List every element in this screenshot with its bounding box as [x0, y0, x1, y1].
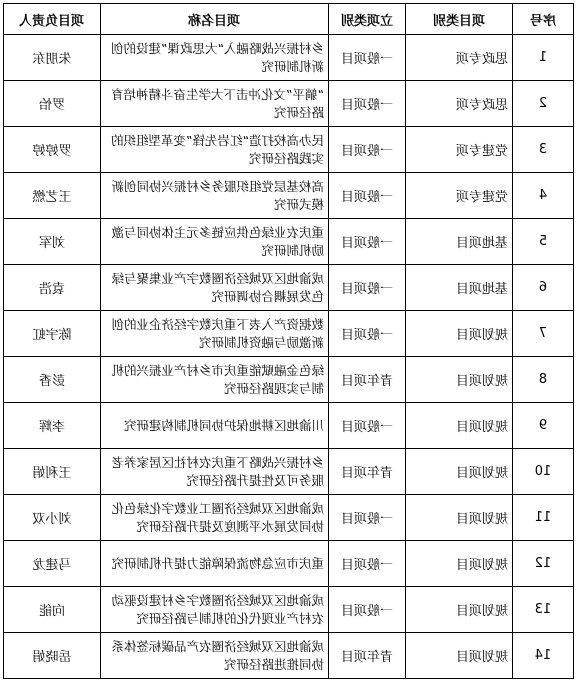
- cell-serial-no-text: 13: [534, 602, 552, 617]
- table-row: [4, 81, 574, 127]
- cell-serial-no-text: 4: [538, 188, 548, 203]
- cell-project-type-text: 一般项目: [341, 558, 394, 573]
- cell-project-type: [329, 587, 406, 633]
- project-table-container: [3, 3, 573, 681]
- cell-serial-no: [513, 173, 574, 219]
- cell-project-type: [329, 403, 406, 449]
- cell-leader: [4, 219, 101, 265]
- cell-project-category-text: 党建专项: [455, 144, 508, 159]
- cell-leader: [4, 127, 101, 173]
- cell-project-category-text: 基地项目: [455, 236, 508, 251]
- cell-project-name-text: 重庆农业绿色供应链多元主体协同与激励机制研究: [111, 224, 324, 258]
- header-category: 项目类别: [406, 4, 513, 35]
- cell-project-type: [329, 173, 406, 219]
- cell-project-name: [101, 35, 329, 81]
- table-row: [4, 633, 574, 679]
- cell-serial-no-text: 1: [538, 50, 548, 65]
- cell-project-name: [101, 541, 329, 587]
- cell-serial-no: [513, 127, 574, 173]
- cell-project-category: [406, 311, 513, 357]
- cell-serial-no-text: 14: [534, 648, 552, 663]
- cell-project-type-text: 青年项目: [341, 466, 394, 481]
- cell-project-category-text: 规划项目: [455, 512, 508, 527]
- header-name: 项目名称: [101, 4, 329, 35]
- cell-serial-no: [513, 495, 574, 541]
- cell-leader: [4, 357, 101, 403]
- cell-project-category-text: 思政专项: [455, 98, 508, 113]
- cell-project-category: [406, 587, 513, 633]
- cell-leader: [4, 403, 101, 449]
- cell-project-name-text: 绿色金融赋能重庆市乡村产业振兴的机制与实现路径研究: [111, 362, 324, 396]
- cell-leader: [4, 541, 101, 587]
- cell-project-name: [101, 127, 329, 173]
- cell-project-category: [406, 541, 513, 587]
- cell-leader: [4, 265, 101, 311]
- table-row: [4, 265, 574, 311]
- cell-project-type: [329, 357, 406, 403]
- cell-project-name: [101, 357, 329, 403]
- table-row: [4, 403, 574, 449]
- cell-leader-text: 彭香: [39, 374, 66, 389]
- cell-serial-no: [513, 541, 574, 587]
- cell-project-category: [406, 495, 513, 541]
- table-row: [4, 173, 574, 219]
- cell-serial-no-text: 11: [534, 510, 552, 525]
- table-header-row: [4, 4, 574, 35]
- table-row: [4, 127, 574, 173]
- cell-serial-no-text: 9: [538, 418, 548, 433]
- cell-project-category: [406, 81, 513, 127]
- cell-project-category-text: 规划项目: [455, 558, 508, 573]
- table-row: [4, 357, 574, 403]
- cell-leader: [4, 35, 101, 81]
- cell-project-name-text: 重庆市应急物流保障能力提升机制研究: [111, 555, 324, 571]
- cell-serial-no: [513, 311, 574, 357]
- cell-leader-text: 王艺燃: [32, 190, 72, 205]
- cell-project-category: [406, 219, 513, 265]
- cell-leader-text: 王利娟: [32, 466, 72, 481]
- cell-leader: [4, 633, 101, 679]
- header-type: 立项类别: [329, 4, 406, 35]
- cell-project-category-text: 思政专项: [455, 52, 508, 67]
- cell-project-category: [406, 403, 513, 449]
- cell-serial-no: [513, 81, 574, 127]
- cell-project-type-text: 一般项目: [341, 98, 394, 113]
- table-row: [4, 219, 574, 265]
- cell-project-name: [101, 81, 329, 127]
- cell-project-category: [406, 449, 513, 495]
- cell-leader: [4, 587, 101, 633]
- cell-leader: [4, 81, 101, 127]
- cell-leader: [4, 495, 101, 541]
- cell-project-name: [101, 219, 329, 265]
- cell-project-type-text: 一般项目: [341, 604, 394, 619]
- cell-project-category-text: 规划项目: [455, 374, 508, 389]
- cell-project-category: [406, 265, 513, 311]
- cell-serial-no: [513, 219, 574, 265]
- cell-project-name-text: 高校基层党组织服务乡村振兴协同创新模式研究: [111, 178, 324, 212]
- cell-project-name-text: 乡村振兴战略下重庆农村社区居家养老服务可及性提升路径研究: [111, 454, 324, 488]
- cell-leader: [4, 449, 101, 495]
- cell-project-type-text: 一般项目: [341, 236, 394, 251]
- header-no: 序号: [513, 4, 574, 35]
- cell-project-type-text: 一般项目: [341, 144, 394, 159]
- cell-project-name: [101, 173, 329, 219]
- table-row: [4, 541, 574, 587]
- project-table: [3, 3, 574, 679]
- cell-project-name-text: 成渝地区双城经济圈数字乡村建设驱动农村产业现代化的机制与路径研究: [111, 592, 324, 626]
- table-row: [4, 311, 574, 357]
- cell-project-category-text: 规划项目: [455, 466, 508, 481]
- cell-leader-text: 陈宇虹: [32, 328, 72, 343]
- cell-leader-text: 罗婷婷: [32, 144, 72, 159]
- cell-project-name: [101, 633, 329, 679]
- cell-project-type: [329, 81, 406, 127]
- cell-project-category: [406, 127, 513, 173]
- cell-serial-no-text: 6: [538, 280, 548, 295]
- cell-leader-text: 岳晓娟: [32, 650, 72, 665]
- cell-serial-no-text: 7: [538, 326, 548, 341]
- table-row: [4, 587, 574, 633]
- cell-leader-text: 刘小双: [32, 512, 72, 527]
- cell-project-type-text: 一般项目: [341, 328, 394, 343]
- cell-project-type-text: 一般项目: [341, 420, 394, 435]
- cell-project-type-text: 青年项目: [341, 650, 394, 665]
- cell-project-category-text: 规划项目: [455, 420, 508, 435]
- table-row: [4, 495, 574, 541]
- cell-project-type-text: 一般项目: [341, 282, 394, 297]
- cell-project-type: [329, 35, 406, 81]
- table-body: [4, 35, 574, 679]
- cell-project-type: [329, 311, 406, 357]
- cell-project-type-text: 一般项目: [341, 52, 394, 67]
- cell-project-category-text: 基地项目: [455, 282, 508, 297]
- header-leader: 项目负责人: [4, 4, 101, 35]
- cell-serial-no: [513, 35, 574, 81]
- cell-serial-no-text: 3: [538, 142, 548, 157]
- cell-project-type: [329, 219, 406, 265]
- cell-project-name: [101, 449, 329, 495]
- cell-serial-no-text: 8: [538, 372, 548, 387]
- cell-serial-no-text: 10: [534, 464, 552, 479]
- cell-project-name-text: 成渝地区双城经济圈农产品碳标签体系协同推进路径研究: [111, 638, 324, 672]
- cell-project-category-text: 规划项目: [455, 328, 508, 343]
- cell-project-name: [101, 265, 329, 311]
- cell-project-name: [101, 587, 329, 633]
- cell-leader-text: 朱朋东: [32, 52, 72, 67]
- cell-project-type: [329, 449, 406, 495]
- cell-serial-no-text: 2: [538, 96, 548, 111]
- cell-project-name-text: 川渝地区耕地保护协同机制构建研究: [123, 417, 324, 433]
- cell-project-name-text: 民办高校打造“红岩先锋”变革型组织的实践路径研究: [111, 132, 324, 166]
- table-row: [4, 449, 574, 495]
- cell-leader-text: 李辉: [39, 420, 66, 435]
- cell-leader-text: 袁浩: [39, 282, 66, 297]
- cell-leader-text: 马建龙: [32, 558, 72, 573]
- cell-project-name-text: 成渝地区双城经济圈数字产业集聚与绿色发展耦合协调研究: [111, 270, 324, 304]
- cell-project-type: [329, 633, 406, 679]
- cell-project-category: [406, 633, 513, 679]
- cell-project-category: [406, 35, 513, 81]
- cell-project-type-text: 青年项目: [341, 374, 394, 389]
- cell-project-name-text: 成渝地区双城经济圈工业数字化绿色化协同发展水平测度及提升路径研究: [111, 500, 324, 534]
- cell-serial-no: [513, 403, 574, 449]
- cell-project-type-text: 一般项目: [341, 512, 394, 527]
- cell-project-name-text: “躺平”文化冲击下大学生奋斗精神培育路径研究: [111, 86, 324, 120]
- cell-project-name: [101, 403, 329, 449]
- cell-leader: [4, 173, 101, 219]
- cell-project-name: [101, 495, 329, 541]
- cell-project-name-text: 数据资产入表下重庆数字经济企业的创新激励与融资机制研究: [111, 316, 324, 350]
- cell-project-type: [329, 495, 406, 541]
- cell-project-category-text: 规划项目: [455, 604, 508, 619]
- cell-serial-no-text: 5: [538, 234, 548, 249]
- cell-project-name: [101, 311, 329, 357]
- cell-serial-no: [513, 265, 574, 311]
- cell-project-category: [406, 357, 513, 403]
- cell-project-type-text: 一般项目: [341, 190, 394, 205]
- cell-project-category-text: 党建专项: [455, 190, 508, 205]
- cell-serial-no-text: 12: [534, 556, 552, 571]
- cell-project-type: [329, 127, 406, 173]
- cell-project-name-text: 乡村振兴战略融入“大思政课”建设的创新机制研究: [111, 40, 324, 74]
- cell-serial-no: [513, 449, 574, 495]
- cell-project-category-text: 规划项目: [455, 650, 508, 665]
- cell-serial-no: [513, 633, 574, 679]
- cell-serial-no: [513, 587, 574, 633]
- cell-project-category: [406, 173, 513, 219]
- cell-leader: [4, 311, 101, 357]
- cell-leader-text: 向能: [39, 604, 66, 619]
- cell-project-type: [329, 265, 406, 311]
- cell-serial-no: [513, 357, 574, 403]
- cell-leader-text: 刘军: [39, 236, 66, 251]
- cell-leader-text: 罗怡: [39, 98, 66, 113]
- table-row: [4, 35, 574, 81]
- cell-project-type: [329, 541, 406, 587]
